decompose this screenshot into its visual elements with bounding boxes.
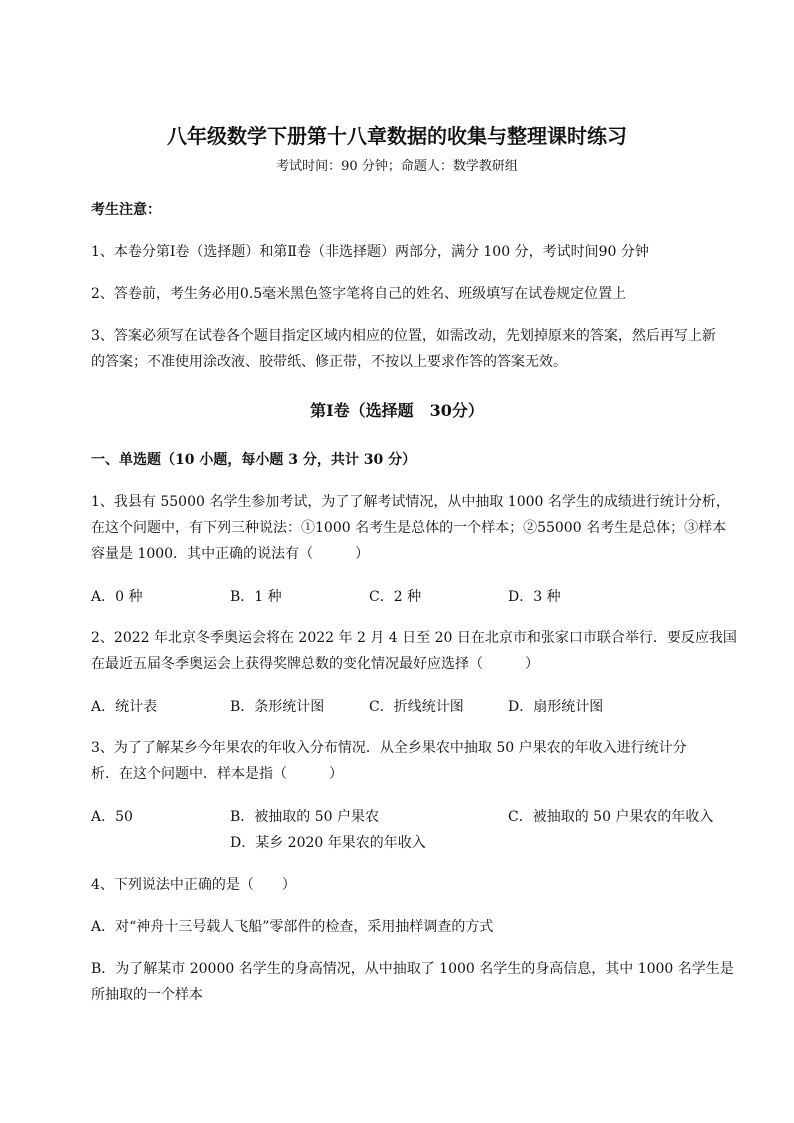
option-b: B．1 种 <box>230 589 282 605</box>
section-title: 第Ⅰ卷（选择题 30分） <box>310 401 484 420</box>
notice-item: 的答案；不准使用涂改液、胶带纸、修正带，不按以上要求作答的答案无效。 <box>91 354 567 370</box>
question-text: 析．在这个问题中．样本是指（ ） <box>91 766 343 782</box>
question-text: 1、我县有 55000 名学生参加考试，为了了解考试情况，从中抽取 1000 名学生的成绩进行统计分析， <box>91 494 730 510</box>
notice-item: 2、答卷前，考生务必用0.5毫米黑色签字笔将自己的姓名、班级填写在试卷规定位置上 <box>91 286 627 302</box>
question-text: 在这个问题中，有下列三种说法：①1000 名考生是总体的一个样本；②55000 名考生是总体；③样本 <box>91 520 727 536</box>
option-c: C．2 种 <box>369 589 422 605</box>
option-b: B．被抽取的 50 户果农 <box>230 809 380 825</box>
option-b-continued: 所抽取的一个样本 <box>91 987 203 1003</box>
page-title: 八年级数学下册第十八章数据的收集与整理课时练习 <box>167 124 627 148</box>
option-d: D．扇形统计图 <box>508 699 604 715</box>
option-a: A．50 <box>91 809 133 825</box>
part-heading: 一、单选题（10 小题，每小题 3 分，共计 30 分） <box>91 452 417 468</box>
question-text: 3、为了了解某乡今年果农的年收入分布情况．从全乡果农中抽取 50 户果农的年收入进行统计分 <box>91 740 687 756</box>
option-a: A．0 种 <box>91 589 143 605</box>
option-d: D．3 种 <box>508 589 561 605</box>
question-text: 4、下列说法中正确的是（ ） <box>91 877 296 893</box>
exam-info: 考试时间：90 分钟；命题人：数学教研组 <box>276 159 518 174</box>
notice-item: 1、本卷分第Ⅰ卷（选择题）和第Ⅱ卷（非选择题）两部分，满分 100 分，考试时间90 分钟 <box>91 244 649 260</box>
notice-heading: 考生注意： <box>91 202 161 218</box>
question-text: 容量是 1000．其中正确的说法有（ ） <box>91 546 370 562</box>
option-c: C．被抽取的 50 户果农的年收入 <box>508 809 714 825</box>
option-b: B．条形统计图 <box>230 699 325 715</box>
option-a: A．对“神舟十三号载人飞船”零部件的检查，采用抽样调查的方式 <box>91 919 494 935</box>
option-b: B．为了解某市 20000 名学生的身高情况，从中抽取了 1000 名学生的身高信息，其中 1000 名学生是 <box>91 961 734 977</box>
option-a: A．统计表 <box>91 699 158 715</box>
notice-item: 3、答案必须写在试卷各个题目指定区域内相应的位置，如需改动，先划掉原来的答案，然后再写上新 <box>91 328 716 344</box>
question-text: 在最近五届冬季奥运会上获得奖牌总数的变化情况最好应选择（ ） <box>91 656 539 672</box>
question-text: 2、2022 年北京冬季奥运会将在 2022 年 2 月 4 日至 20 日在北京市和张家口市联合举行．要反应我国 <box>91 630 737 646</box>
option-d: D．某乡 2020 年果农的年收入 <box>230 835 426 851</box>
option-c: C．折线统计图 <box>369 699 464 715</box>
